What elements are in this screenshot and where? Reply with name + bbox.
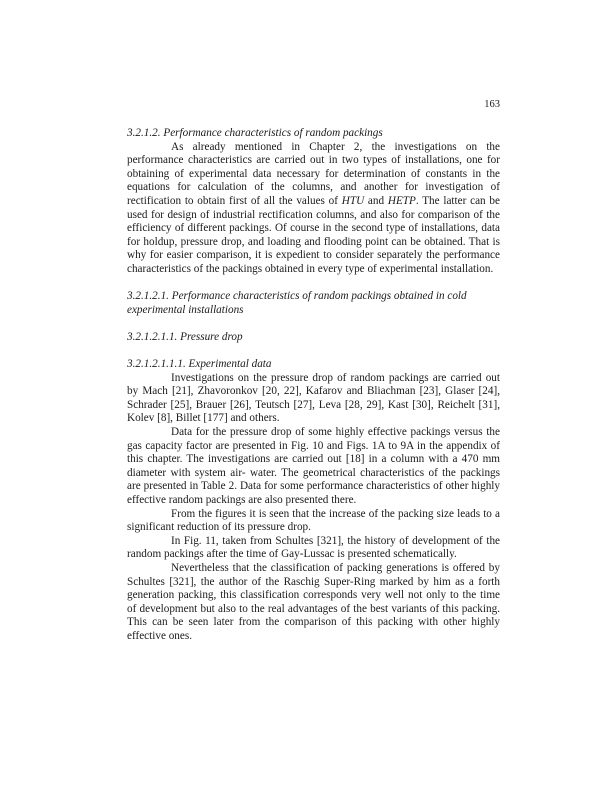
paragraph-history: In Fig. 11, taken from Schultes [321], the history of development of the random packings after the time of Gay-Lussac is presented schematically. bbox=[127, 534, 500, 561]
term-htu: HTU bbox=[341, 194, 365, 207]
paragraph-intro bbox=[127, 141, 500, 277]
term-hetp: HETP bbox=[387, 194, 416, 207]
page-body bbox=[127, 127, 500, 644]
section-heading-3-2-1-2-1-1-1: 3.2.1.2.1.1.1. Experimental data bbox=[127, 358, 272, 371]
page-number: 163 bbox=[484, 99, 500, 110]
paragraph-data: Data for the pressure drop of some highly effective packings versus the gas capacity factor are presented in Fig. 10 and Figs. 1A to 9A in the appendix of this chapter. The investigations are carried out [18] in a column with a 470 mm diameter with system air- water. The geometrical characteristics of the packings are presented in Table 2. Data for some performance characteristics of other highly effective random packings are also presented there. bbox=[127, 426, 500, 507]
paragraph-intro-text-2: and bbox=[364, 194, 388, 207]
paragraph-investigations: Investigations on the pressure drop of random packings are carried out by Mach [21], Zhavoronkov [20, 22], Kafarov and Bliachman [23], Glaser [24], Schrader [25], Brauer [26], Teutsch [27], Leva [28, 29], Kast [30], Reichelt [31], Kolev [8], Billet [177] and others. bbox=[127, 371, 500, 425]
section-heading-3-2-1-2: 3.2.1.2. Performance characteristics of random packings bbox=[127, 127, 383, 139]
paragraph-classification: Nevertheless that the classification of packing generations is offered by Schultes [321], the author of the Raschig Super-Ring marked by him as a forth generation packing, this classification corresponds very well not only to the time of development but also to the real advantages of the best variants of this packing. This can be seen later from the comparison of this packing with other highly effective ones. bbox=[127, 562, 500, 642]
paragraph-intro-text-1: As already mentioned in Chapter 2, the investigations on the performance characteristics are carried out in two types of installations, one for obtaining of experimental data necessary for determination of constants in the equations for calculation of the columns, and another for investigation of rectification to obtain first of all the values of bbox=[127, 140, 500, 207]
paragraph-packing-size: From the figures it is seen that the increase of the packing size leads to a significant reduction of its pressure drop. bbox=[127, 507, 500, 534]
paragraph-intro-text-3: . The latter can be used for design of industrial rectification columns, and also for comparison of the efficiency of different packings. Of course in the second type of installations, data for holdup, pressure drop, and loading and flooding point can be obtained. That is why for easier comparison, it is expedient to consider separately the performance characteristics of the packings obtained in every type of experimental installation. bbox=[127, 194, 500, 275]
section-heading-3-2-1-2-1-1: 3.2.1.2.1.1. Pressure drop bbox=[127, 330, 243, 343]
section-heading-3-2-1-2-1: 3.2.1.2.1. Performance characteristics of random packings obtained in cold experimental installations bbox=[127, 290, 467, 316]
